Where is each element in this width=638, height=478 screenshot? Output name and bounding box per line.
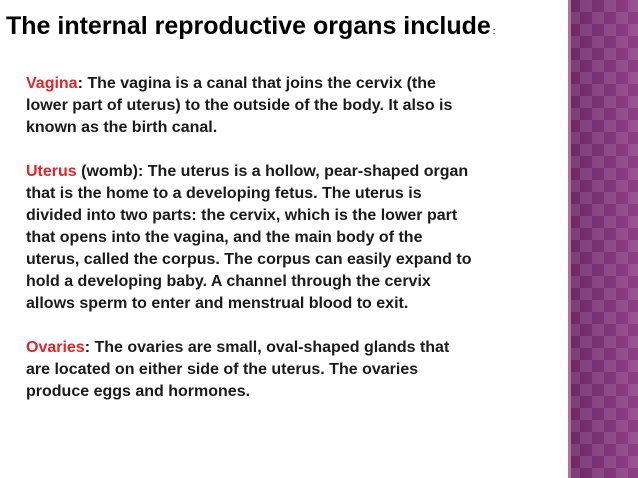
paragraph-line: lower part of uterus) to the outside of the body. It also is <box>26 97 453 114</box>
paragraph-line: allows sperm to enter and menstrual blood to exit. <box>26 295 409 312</box>
slide-title-text: The internal reproductive organs include <box>6 12 491 40</box>
paragraph-line: that is the home to a developing fetus. The uterus is <box>26 185 422 202</box>
paragraph-vagina <box>26 73 556 139</box>
side-panel-edge <box>568 0 571 478</box>
paragraph-line: uterus, called the corpus. The corpus can easily expand to <box>26 251 472 268</box>
paragraph-line: divided into two parts: the cervix, which is the lower part <box>26 207 458 224</box>
decorative-side-panel <box>568 0 638 478</box>
paragraph-line: that opens into the vagina, and the main body of the <box>26 229 423 246</box>
paragraph-ovaries <box>26 337 556 403</box>
paragraph-uterus <box>26 161 556 315</box>
term-vagina: Vagina <box>26 75 78 92</box>
slide-title-suffix: : <box>492 26 496 36</box>
paragraph-line: are located on either side of the uterus. The ovaries <box>26 361 419 378</box>
slide-body <box>26 73 556 425</box>
term-uterus: Uterus <box>26 163 77 180</box>
paragraph-line: known as the birth canal. <box>26 119 218 136</box>
term-ovaries: Ovaries <box>26 339 85 356</box>
slide-title <box>6 10 566 47</box>
paragraph-line: (womb): The uterus is a hollow, pear-shaped organ <box>76 163 469 180</box>
paragraph-line: : The vagina is a canal that joins the cervix (the <box>77 75 436 92</box>
paragraph-line: hold a developing baby. A channel through the cervix <box>26 273 431 290</box>
paragraph-line: : The ovaries are small, oval-shaped glands that <box>84 339 450 356</box>
paragraph-line: produce eggs and hormones. <box>26 383 251 400</box>
